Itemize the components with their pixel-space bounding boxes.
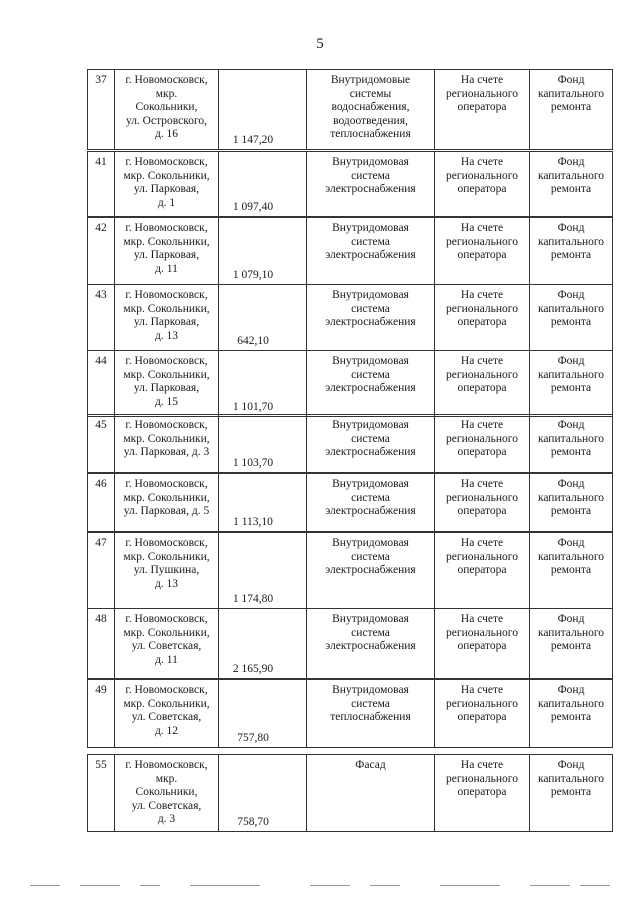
text-line: г. Новомосковск, <box>125 478 208 490</box>
text-line: г. Новомосковск, <box>125 613 208 625</box>
text-line: электроснабжения <box>325 640 416 652</box>
text-line: ремонта <box>550 564 592 576</box>
text-line: регионального <box>446 697 518 710</box>
text-line: Сокольники, <box>135 101 198 113</box>
area-value: 1 079,10 <box>232 268 274 281</box>
text-line: ремонта <box>550 786 592 798</box>
system-cell <box>307 680 435 748</box>
text-line: Фонд <box>557 478 585 490</box>
address-cell <box>115 152 219 217</box>
text-line: д. 13 <box>154 577 179 590</box>
area-value: 1 103,70 <box>232 456 274 469</box>
text-line: ул. Пушкина, <box>133 564 200 576</box>
text-line: капитального <box>537 169 605 182</box>
text-line: ул. Парковая, д. 5 <box>123 505 210 517</box>
text-line: г. Новомосковск, <box>125 537 208 549</box>
text-line: система <box>351 697 390 710</box>
record-table <box>87 473 613 532</box>
text-line: регионального <box>446 772 518 785</box>
text-line: На счете <box>460 684 504 696</box>
text-line: мкр. Сокольники, <box>123 302 210 315</box>
scan-mark <box>370 885 400 886</box>
record-block <box>87 350 612 417</box>
text-line: регионального <box>446 626 518 639</box>
text-line: Внутридомовая <box>332 419 409 431</box>
fund-cell <box>530 70 613 150</box>
text-line: электроснабжения <box>325 564 416 576</box>
text-line: ремонта <box>550 249 592 261</box>
text-line: д. 15 <box>154 395 179 408</box>
row-number: 55 <box>88 755 115 832</box>
record-table <box>87 414 613 473</box>
text-line: ул. Советская, <box>131 640 202 652</box>
area-cell <box>219 70 307 150</box>
text-line: На счете <box>460 156 504 168</box>
text-line: На счете <box>460 613 504 625</box>
area-cell <box>219 755 307 832</box>
record-table <box>87 608 613 679</box>
text-line: г. Новомосковск, <box>125 419 208 431</box>
table-row <box>88 533 613 609</box>
text-line: На счете <box>460 419 504 431</box>
record-table <box>87 754 613 832</box>
text-line: капитального <box>537 697 605 710</box>
row-number: 42 <box>88 218 115 285</box>
scan-mark <box>440 885 500 886</box>
text-line: оператора <box>457 446 507 458</box>
text-line: д. 1 <box>157 196 176 209</box>
address-cell <box>115 533 219 609</box>
area-cell <box>219 415 307 473</box>
text-line: Фонд <box>557 613 585 625</box>
text-line: оператора <box>457 640 507 652</box>
text-line: д. 3 <box>157 813 176 825</box>
account-cell <box>435 351 530 417</box>
text-line: капитального <box>537 87 605 100</box>
address-cell <box>115 609 219 679</box>
text-line: Внутридомовая <box>332 156 409 168</box>
text-line: оператора <box>457 564 507 576</box>
text-line: ремонта <box>550 505 592 517</box>
address-cell <box>115 755 219 832</box>
text-line: д. 16 <box>154 128 179 140</box>
fund-cell <box>530 474 613 532</box>
text-line: электроснабжения <box>325 249 416 261</box>
text-line: ул. Парковая, д. 3 <box>123 446 210 458</box>
text-line: Фонд <box>557 156 585 168</box>
system-cell <box>307 533 435 609</box>
text-line: ул. Парковая, <box>133 249 200 261</box>
scan-mark <box>580 885 610 886</box>
account-cell <box>435 474 530 532</box>
table-row <box>88 755 613 832</box>
text-line: г. Новомосковск, <box>125 156 208 168</box>
text-line: г. Новомосковск, <box>125 355 208 367</box>
text-line: Сокольники, <box>135 786 198 798</box>
account-cell <box>435 680 530 748</box>
text-line: капитального <box>537 491 605 504</box>
fund-cell <box>530 351 613 417</box>
text-line: мкр. Сокольники, <box>123 697 210 710</box>
address-cell <box>115 351 219 417</box>
record-table <box>87 679 613 748</box>
text-line: система <box>351 302 390 315</box>
system-cell <box>307 351 435 417</box>
account-cell <box>435 285 530 351</box>
area-cell <box>219 533 307 609</box>
text-line: электроснабжения <box>325 183 416 195</box>
text-line: капитального <box>537 550 605 563</box>
record-block <box>87 414 612 473</box>
text-line: Внутридомовая <box>332 684 409 696</box>
text-line: теплоснабжения <box>330 711 411 723</box>
system-cell <box>307 152 435 217</box>
text-line: ремонта <box>550 640 592 652</box>
area-value: 642,10 <box>237 334 269 347</box>
text-line: На счете <box>460 759 504 771</box>
record-block <box>87 679 612 748</box>
text-line: регионального <box>446 550 518 563</box>
area-cell <box>219 152 307 217</box>
account-cell <box>435 609 530 679</box>
text-line: регионального <box>446 368 518 381</box>
text-line: Фонд <box>557 355 585 367</box>
area-value: 1 101,70 <box>232 400 274 413</box>
text-line: На счете <box>460 289 504 301</box>
table-row <box>88 351 613 417</box>
system-cell <box>307 218 435 285</box>
account-cell <box>435 218 530 285</box>
text-line: мкр. Сокольники, <box>123 432 210 445</box>
system-cell <box>307 285 435 351</box>
footer-scan-marks <box>20 885 620 889</box>
text-line: капитального <box>537 432 605 445</box>
fund-cell <box>530 415 613 473</box>
address-cell <box>115 70 219 150</box>
page-number: 5 <box>316 36 324 52</box>
table-row <box>88 609 613 679</box>
table-row <box>88 285 613 351</box>
text-line: Внутридомовая <box>332 222 409 234</box>
text-line: регионального <box>446 302 518 315</box>
text-line: электроснабжения <box>325 505 416 517</box>
text-line: оператора <box>457 382 507 394</box>
table-row <box>88 218 613 285</box>
system-cell <box>307 415 435 473</box>
text-line: электроснабжения <box>325 316 416 328</box>
text-line: Внутридомовые <box>330 74 411 86</box>
system-cell <box>307 70 435 150</box>
text-line: На счете <box>460 222 504 234</box>
record-block <box>87 532 612 609</box>
text-line: ул. Парковая, <box>133 183 200 195</box>
fund-cell <box>530 152 613 217</box>
text-line: оператора <box>457 505 507 517</box>
text-line: д. 12 <box>154 724 179 737</box>
text-line: мкр. Сокольники, <box>123 235 210 248</box>
scan-mark <box>140 885 160 886</box>
text-line: система <box>351 432 390 445</box>
text-line: водоотведения, <box>333 114 408 127</box>
text-line: Внутридомовая <box>332 289 409 301</box>
text-line: Фонд <box>557 222 585 234</box>
address-cell <box>115 680 219 748</box>
text-line: г. Новомосковск, <box>125 759 208 771</box>
table-row <box>88 152 613 217</box>
record-block <box>87 754 612 832</box>
scan-mark <box>310 885 350 886</box>
fund-cell <box>530 218 613 285</box>
text-line: Внутридомовая <box>332 537 409 549</box>
text-line: ул. Советская, <box>131 799 202 812</box>
text-line: мкр. Сокольники, <box>123 626 210 639</box>
fund-cell <box>530 533 613 609</box>
record-block <box>87 217 612 285</box>
area-value: 758,70 <box>237 815 269 828</box>
area-value: 1 097,40 <box>232 200 274 213</box>
system-cell <box>307 474 435 532</box>
text-line: водоснабжения, <box>331 101 410 113</box>
text-line: оператора <box>457 249 507 261</box>
text-line: ремонта <box>550 101 592 113</box>
text-line: г. Новомосковск, <box>125 222 208 234</box>
record-block <box>87 69 612 150</box>
text-line: Фонд <box>557 759 585 771</box>
text-line: ремонта <box>550 382 592 394</box>
record-table <box>87 217 613 285</box>
text-line: Фонд <box>557 74 585 86</box>
text-line: Фонд <box>557 537 585 549</box>
text-line: Фонд <box>557 419 585 431</box>
text-line: Фонд <box>557 684 585 696</box>
text-line: На счете <box>460 478 504 490</box>
text-line: система <box>351 626 390 639</box>
text-line: д. 13 <box>154 329 179 342</box>
text-line: оператора <box>457 183 507 195</box>
text-line: капитального <box>537 235 605 248</box>
area-cell <box>219 474 307 532</box>
text-line: д. 11 <box>155 262 178 275</box>
text-line: Фасад <box>355 759 386 771</box>
text-line: капитального <box>537 368 605 381</box>
account-cell <box>435 152 530 217</box>
row-number: 37 <box>88 70 115 150</box>
scan-mark <box>80 885 120 886</box>
account-cell <box>435 415 530 473</box>
record-table <box>87 350 613 417</box>
system-cell <box>307 755 435 832</box>
text-line: регионального <box>446 169 518 182</box>
row-number: 44 <box>88 351 115 417</box>
text-line: оператора <box>457 101 507 113</box>
area-cell <box>219 218 307 285</box>
account-cell <box>435 70 530 150</box>
table-row <box>88 415 613 473</box>
account-cell <box>435 533 530 609</box>
text-line: электроснабжения <box>325 446 416 458</box>
text-line: Внутридомовая <box>332 355 409 367</box>
record-table <box>87 284 613 351</box>
text-line: мкр. Сокольники, <box>123 491 210 504</box>
text-line: ремонта <box>550 316 592 328</box>
text-line: регионального <box>446 432 518 445</box>
text-line: мкр. Сокольники, <box>123 169 210 182</box>
area-cell <box>219 351 307 417</box>
text-line: капитального <box>537 626 605 639</box>
area-value: 757,80 <box>237 731 269 744</box>
text-line: капитального <box>537 772 605 785</box>
system-cell <box>307 609 435 679</box>
area-cell <box>219 285 307 351</box>
text-line: капитального <box>537 302 605 315</box>
account-cell <box>435 755 530 832</box>
table-row <box>88 70 613 150</box>
text-line: мкр. <box>155 87 178 100</box>
text-line: ул. Островского, <box>125 114 208 127</box>
text-line: ремонта <box>550 183 592 195</box>
row-number: 46 <box>88 474 115 532</box>
text-line: система <box>351 550 390 563</box>
text-line: мкр. <box>155 772 178 785</box>
text-line: г. Новомосковск, <box>125 289 208 301</box>
record-table <box>87 532 613 609</box>
area-value: 2 165,90 <box>232 662 274 675</box>
text-line: оператора <box>457 786 507 798</box>
text-line: Фонд <box>557 289 585 301</box>
address-cell <box>115 415 219 473</box>
record-block <box>87 151 612 217</box>
text-line: регионального <box>446 491 518 504</box>
text-line: теплоснабжения <box>330 128 411 140</box>
table-row <box>88 680 613 748</box>
record-table <box>87 151 613 217</box>
fund-cell <box>530 680 613 748</box>
text-line: оператора <box>457 711 507 723</box>
text-line: д. 11 <box>155 653 178 666</box>
area-value: 1 113,10 <box>233 515 273 528</box>
text-line: регионального <box>446 87 518 100</box>
text-line: система <box>351 169 390 182</box>
text-line: оператора <box>457 316 507 328</box>
text-line: г. Новомосковск, <box>125 74 208 86</box>
text-line: мкр. Сокольники, <box>123 368 210 381</box>
address-cell <box>115 285 219 351</box>
text-line: Внутридомовая <box>332 613 409 625</box>
text-line: ремонта <box>550 446 592 458</box>
text-line: мкр. Сокольники, <box>123 550 210 563</box>
record-block <box>87 473 612 532</box>
text-line: ремонта <box>550 711 592 723</box>
text-line: На счете <box>460 537 504 549</box>
row-number: 43 <box>88 285 115 351</box>
text-line: системы <box>349 87 392 100</box>
row-number: 45 <box>88 415 115 473</box>
scan-mark <box>190 885 260 886</box>
record-table <box>87 69 613 150</box>
text-line: регионального <box>446 235 518 248</box>
address-cell <box>115 474 219 532</box>
area-cell <box>219 680 307 748</box>
record-block <box>87 284 612 351</box>
text-line: электроснабжения <box>325 382 416 394</box>
text-line: система <box>351 235 390 248</box>
text-line: ул. Парковая, <box>133 382 200 394</box>
text-line: система <box>351 491 390 504</box>
address-cell <box>115 218 219 285</box>
fund-cell <box>530 609 613 679</box>
row-number: 47 <box>88 533 115 609</box>
table-row <box>88 474 613 532</box>
text-line: На счете <box>460 74 504 86</box>
area-cell <box>219 609 307 679</box>
scan-mark <box>30 885 60 886</box>
fund-cell <box>530 755 613 832</box>
fund-cell <box>530 285 613 351</box>
text-line: ул. Парковая, <box>133 316 200 328</box>
row-number: 41 <box>88 152 115 217</box>
text-line: г. Новомосковск, <box>125 684 208 696</box>
area-value: 1 174,80 <box>232 592 274 605</box>
row-number: 48 <box>88 609 115 679</box>
area-value: 1 147,20 <box>232 133 274 146</box>
text-line: Внутридомовая <box>332 478 409 490</box>
text-line: На счете <box>460 355 504 367</box>
text-line: ул. Советская, <box>131 711 202 723</box>
scan-mark <box>530 885 570 886</box>
record-block <box>87 608 612 679</box>
row-number: 49 <box>88 680 115 748</box>
text-line: система <box>351 368 390 381</box>
